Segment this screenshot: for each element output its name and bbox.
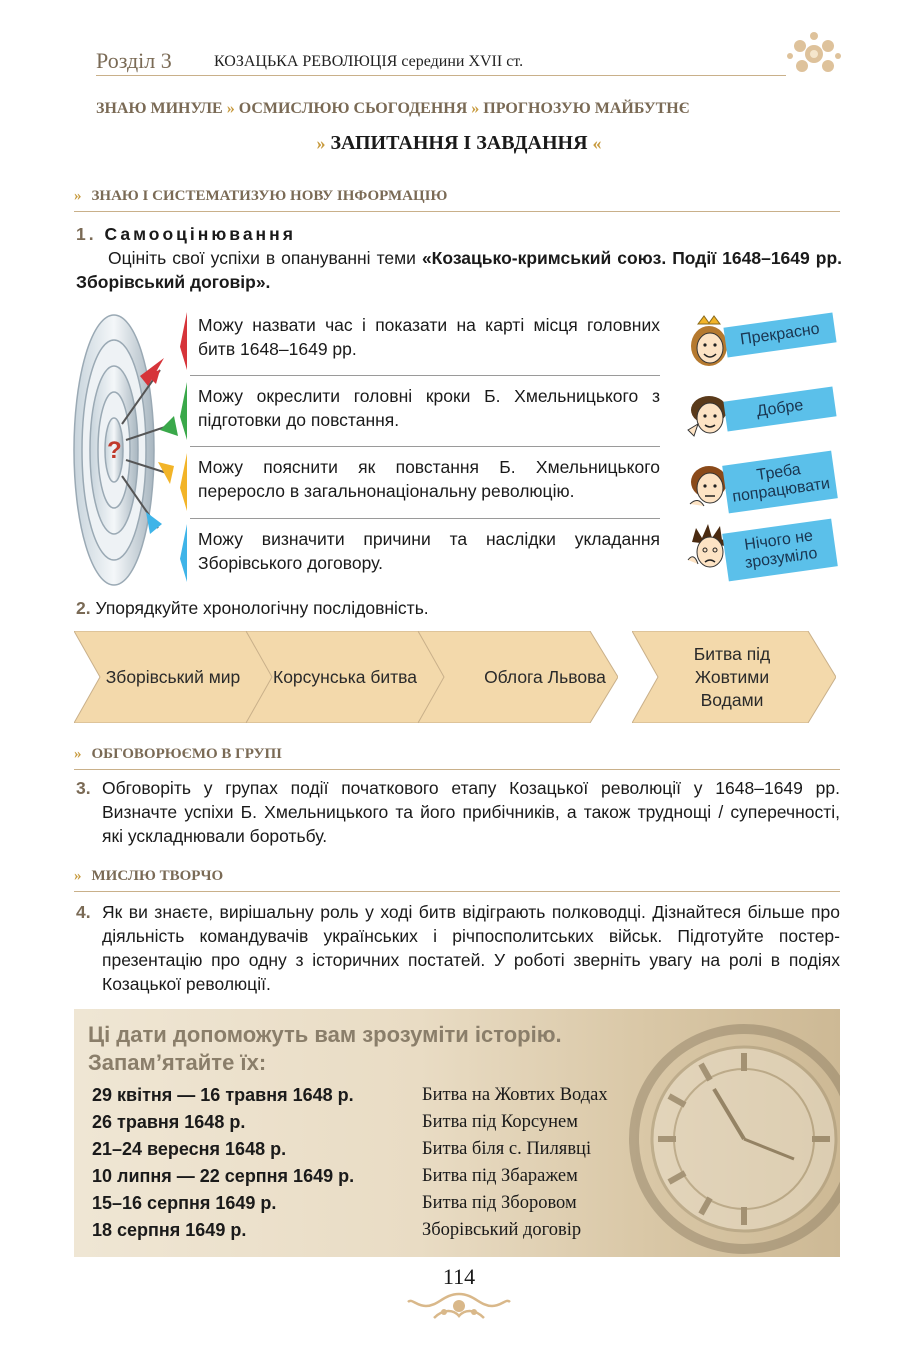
key-date-event: Битва під Збаражем [422,1166,578,1186]
key-dates-title [88,1021,562,1077]
divider [190,375,660,376]
task4-body: Як ви знаєте, вирішальну роль у ході битв відіграють полководці. Дізнайтеся більше про діяльність командувачів українських і річпосполитських військ. Підготуйте постер-презентацію про одну з історичних постатей. У роботі зверніть увагу на ролі в подіях Козацької революції. [102,902,840,994]
task3-text [76,776,840,848]
floral-ornament-icon [404,1288,514,1322]
criteria-item: Можу назвати час і показати на карті місця головних битв 1648–1649 рр. [198,315,660,359]
task1-title: Самооцінювання [104,224,296,244]
double-chevron-right-icon: » [74,188,82,204]
key-dates-title-line: Ці дати допоможуть вам зрозуміти історію. [88,1022,562,1047]
chapter-label: Розділ 3 [96,48,172,73]
double-chevron-right-icon: » [74,868,82,884]
key-date: 29 квітня — 16 травня 1648 р. [92,1085,354,1105]
key-date-event: Битва біля с. Пилявці [422,1139,592,1159]
criteria-item: Можу пояснити як повстання Б. Хмельницького переросло в загальнонаціональну революцію. [198,457,660,501]
task1-instruction: Оцініть свої успіхи в опануванні теми [108,248,422,268]
key-date-event: Битва на Жовтих Водах [422,1085,608,1105]
task-number: 3. [76,778,91,798]
key-date: 18 серпня 1649 р. [92,1220,247,1240]
sequence-item: Корсунська битва [273,666,417,687]
criteria-item: Можу визначити причини та наслідки укладання Зборівського договору. [198,529,660,573]
rating-badge: Добре [723,386,836,431]
double-chevron-right-icon: » [226,100,235,117]
chapter-title: КОЗАЦЬКА РЕВОЛЮЦІЯ середини XVII ст. [214,53,524,70]
double-chevron-left-icon: « [592,133,602,153]
section-title: ЗНАЮ І СИСТЕМАТИЗУЮ НОВУ ІНФОРМАЦІЮ [91,188,448,204]
task2-instruction: Упорядкуйте хронологічну послідовність. [95,598,429,618]
section-title: ОБГОВОРЮЄМО В ГРУПІ [91,746,282,762]
rating-badge: Нічого не зрозуміло [722,519,838,582]
task3-body: Обговоріть у групах події початкового етапу Козацької революції у 1648–1649 рр. Визначте успіхи Б. Хмельницького та його прибічників, а також труднощі / суперечності, які ускладнювали боротьбу. [102,778,840,846]
section-head-creative [74,868,840,892]
floral-ornament-icon [784,28,844,80]
double-chevron-right-icon: » [471,100,480,117]
sequence-item: Облога Львова [484,666,606,687]
task2-text [76,598,429,619]
motto [96,100,816,118]
task4-text [76,900,840,996]
task-number: 1. [76,224,97,244]
chapter-header [96,46,786,76]
task1-text [76,246,842,294]
questions-title [0,132,918,155]
section-head-know [74,188,840,212]
double-chevron-right-icon: » [316,133,326,153]
svg-text:?: ? [107,437,122,464]
section-head-discuss [74,746,840,770]
key-date-event: Битва під Зборовом [422,1193,577,1213]
section-title: МИСЛЮ ТВОРЧО [91,868,224,884]
key-date-event: Зборівський договір [422,1220,582,1240]
target-icon [70,312,200,588]
rating-badge: Прекрасно [723,312,836,357]
task-number: 2. [76,598,91,618]
key-date: 21–24 вересня 1648 р. [92,1139,287,1159]
motto-part-past: ЗНАЮ МИНУЛЕ [96,100,223,117]
criteria-item: Можу окреслити головні кроки Б. Хмельницького з підготовки до повстання. [198,386,660,430]
double-chevron-right-icon: » [74,746,82,762]
key-date-event: Битва під Корсунем [422,1112,578,1132]
key-date: 10 липня — 22 серпня 1649 р. [92,1166,355,1186]
clock-icon [594,1009,840,1257]
key-date: 26 травня 1648 р. [92,1112,246,1132]
divider [190,446,660,447]
key-dates-box [74,1009,840,1257]
divider [190,518,660,519]
questions-title-text: ЗАПИТАННЯ І ЗАВДАННЯ [330,132,588,154]
sequence-item: Зборівський мир [105,666,241,687]
sequence-item: Битва під Жовтими Водами [693,643,771,710]
task1-heading [76,224,296,245]
task1-topic: «Козацько-кримський союз. Події 1648–1649 рр. Зборівський договір». [76,248,842,292]
key-dates-title-line: Запам’ятайте їх: [88,1050,267,1075]
page-number: 114 [442,1264,476,1289]
key-date: 15–16 серпня 1649 р. [92,1193,277,1213]
task-number: 4. [76,902,91,922]
rating-badge: Треба попрацювати [722,451,838,514]
motto-part-future: ПРОГНОЗУЮ МАЙБУТНЄ [483,100,690,117]
motto-part-present: ОСМИСЛЮЮ СЬОГОДЕННЯ [238,100,468,117]
